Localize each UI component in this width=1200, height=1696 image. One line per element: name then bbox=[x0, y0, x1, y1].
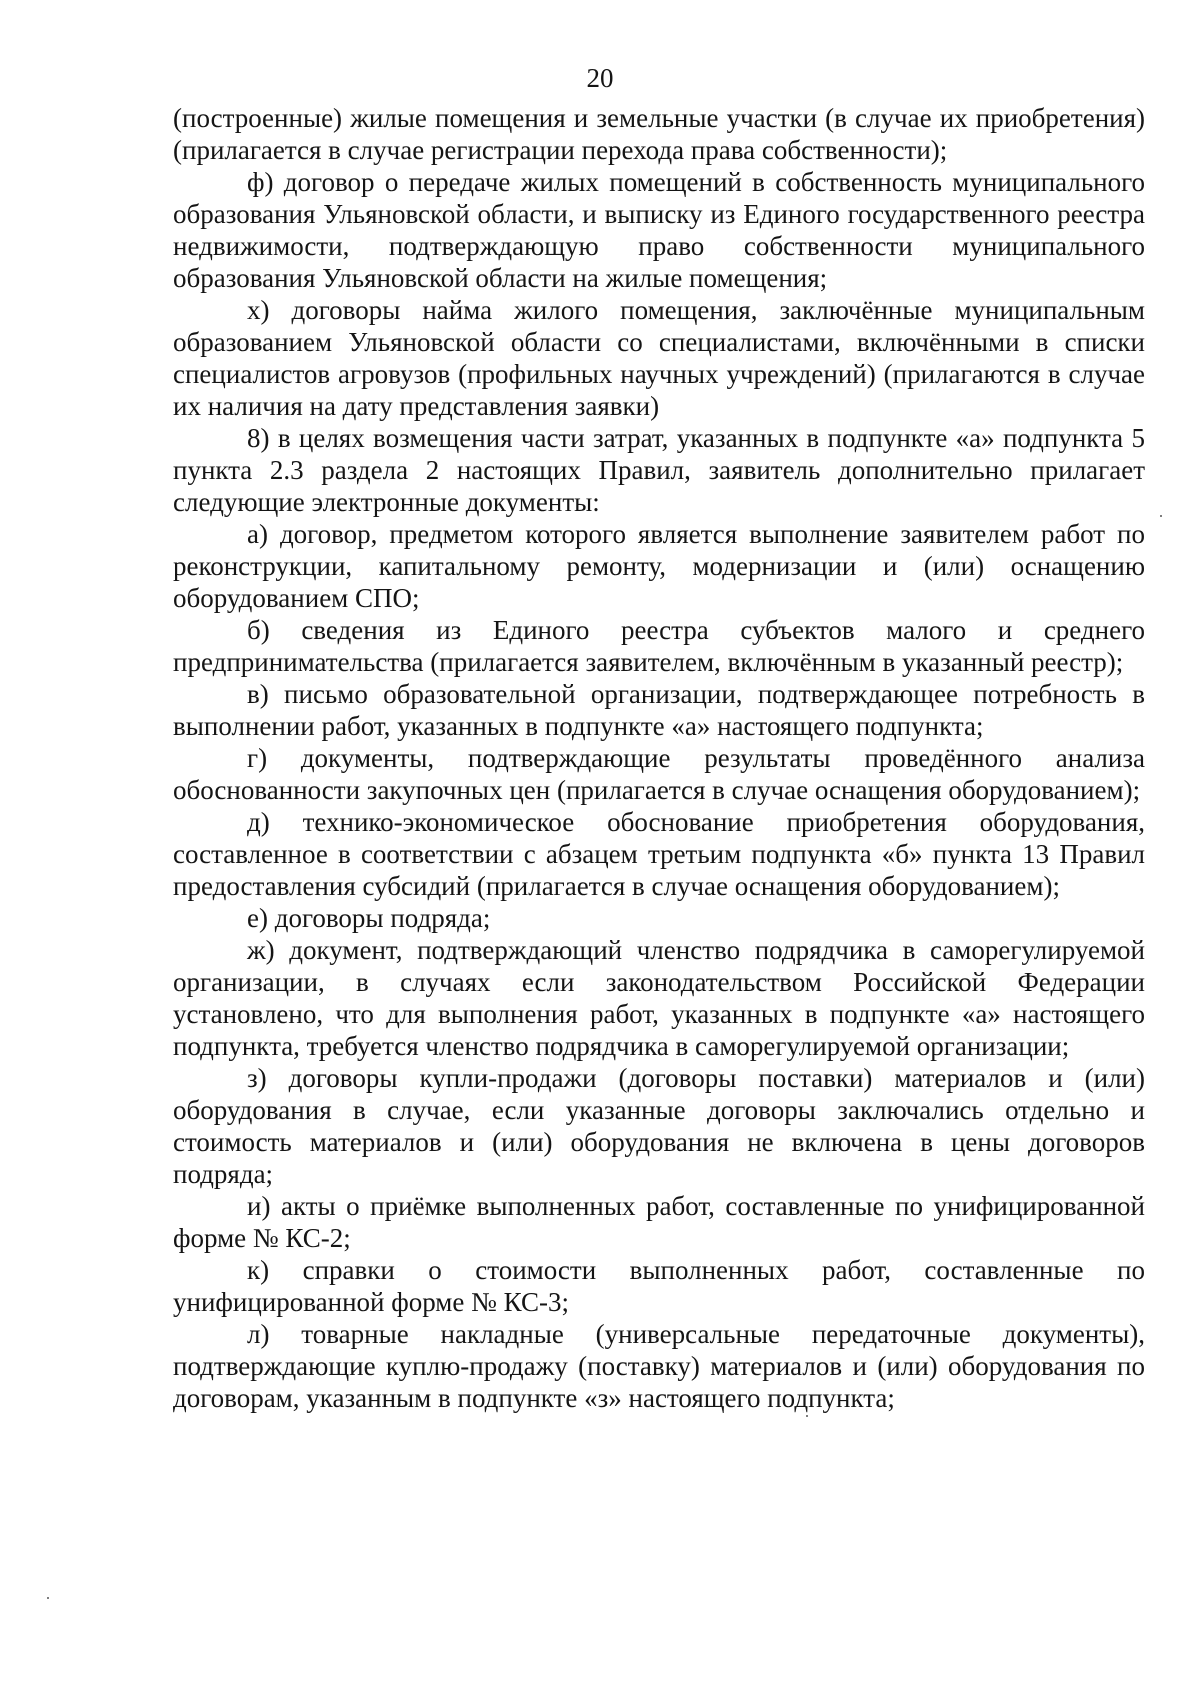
paragraph-item-i: и) акты о приёмке выполненных работ, составленные по унифицированной форме № КС-2; bbox=[173, 1191, 1145, 1253]
page-number: 20 bbox=[586, 63, 614, 93]
paragraph-item-a: а) договор, предметом которого является выполнение заявителем работ по реконструкции, капитальному ремонту, модернизации и (или) оснащению оборудованием СПО; bbox=[173, 519, 1145, 613]
paragraph-continuation: (построенные) жилые помещения и земельные участки (в случае их приобретения) (прилагается в случае регистрации перехода права собственности); bbox=[173, 103, 1145, 165]
scan-speck bbox=[1160, 515, 1162, 517]
scan-speck bbox=[806, 1415, 808, 1417]
paragraph-item-z: з) договоры купли-продажи (договоры поставки) материалов и (или) оборудования в случае, если указанные договоры заключались отдельно и стоимость материалов и (или) оборудования не включена в цены договоров подряда; bbox=[173, 1063, 1145, 1189]
paragraph-item-f: ф) договор о передаче жилых помещений в собственность муниципального образования Ульяновской области, и выписку из Единого государственного реестра недвижимости, подтверждающую право собственности муниципального образования Ульяновской области на жилые помещения; bbox=[173, 167, 1145, 293]
paragraph-item-l: л) товарные накладные (универсальные передаточные документы), подтверждающие куплю-продажу (поставку) материалов и (или) оборудования по договорам, указанным в подпункте «з» настоящего подпункта; bbox=[173, 1319, 1145, 1413]
paragraph-item-d: д) технико-экономическое обоснование приобретения оборудования, составленное в соответствии с абзацем третьим подпункта «б» пункта 13 Правил предоставления субсидий (прилагается в случае оснащения оборудованием); bbox=[173, 807, 1145, 901]
document-body bbox=[173, 102, 1145, 1414]
paragraph-item-b: б) сведения из Единого реестра субъектов малого и среднего предпринимательства (прилагается заявителем, включённым в указанный реестр); bbox=[173, 615, 1145, 677]
paragraph-item-kh: х) договоры найма жилого помещения, заключённые муниципальным образованием Ульяновской области со специалистами, включёнными в списки специалистов агровузов (профильных научных учреждений) (прилагаются в случае их наличия на дату представления заявки) bbox=[173, 295, 1145, 421]
paragraph-item-v: в) письмо образовательной организации, подтверждающее потребность в выполнении работ, указанных в подпункте «а» настоящего подпункта; bbox=[173, 679, 1145, 741]
paragraph-item-e: е) договоры подряда; bbox=[247, 903, 491, 933]
paragraph-item-8: 8) в целях возмещения части затрат, указанных в подпункте «а» подпункта 5 пункта 2.3 раздела 2 настоящих Правил, заявитель дополнительно прилагает следующие электронные документы: bbox=[173, 423, 1145, 517]
paragraph-item-g: г) документы, подтверждающие результаты проведённого анализа обоснованности закупочных цен (прилагается в случае оснащения оборудованием); bbox=[173, 743, 1145, 805]
scan-speck bbox=[47, 1597, 49, 1599]
paragraph-item-k: к) справки о стоимости выполненных работ, составленные по унифицированной форме № КС-3; bbox=[173, 1255, 1145, 1317]
paragraph-item-zh: ж) документ, подтверждающий членство подрядчика в саморегулируемой организации, в случаях если законодательством Российской Федерации установлено, что для выполнения работ, указанных в подпункте «а» настоящего подпункта, требуется членство подрядчика в саморегулируемой организации; bbox=[173, 935, 1145, 1061]
